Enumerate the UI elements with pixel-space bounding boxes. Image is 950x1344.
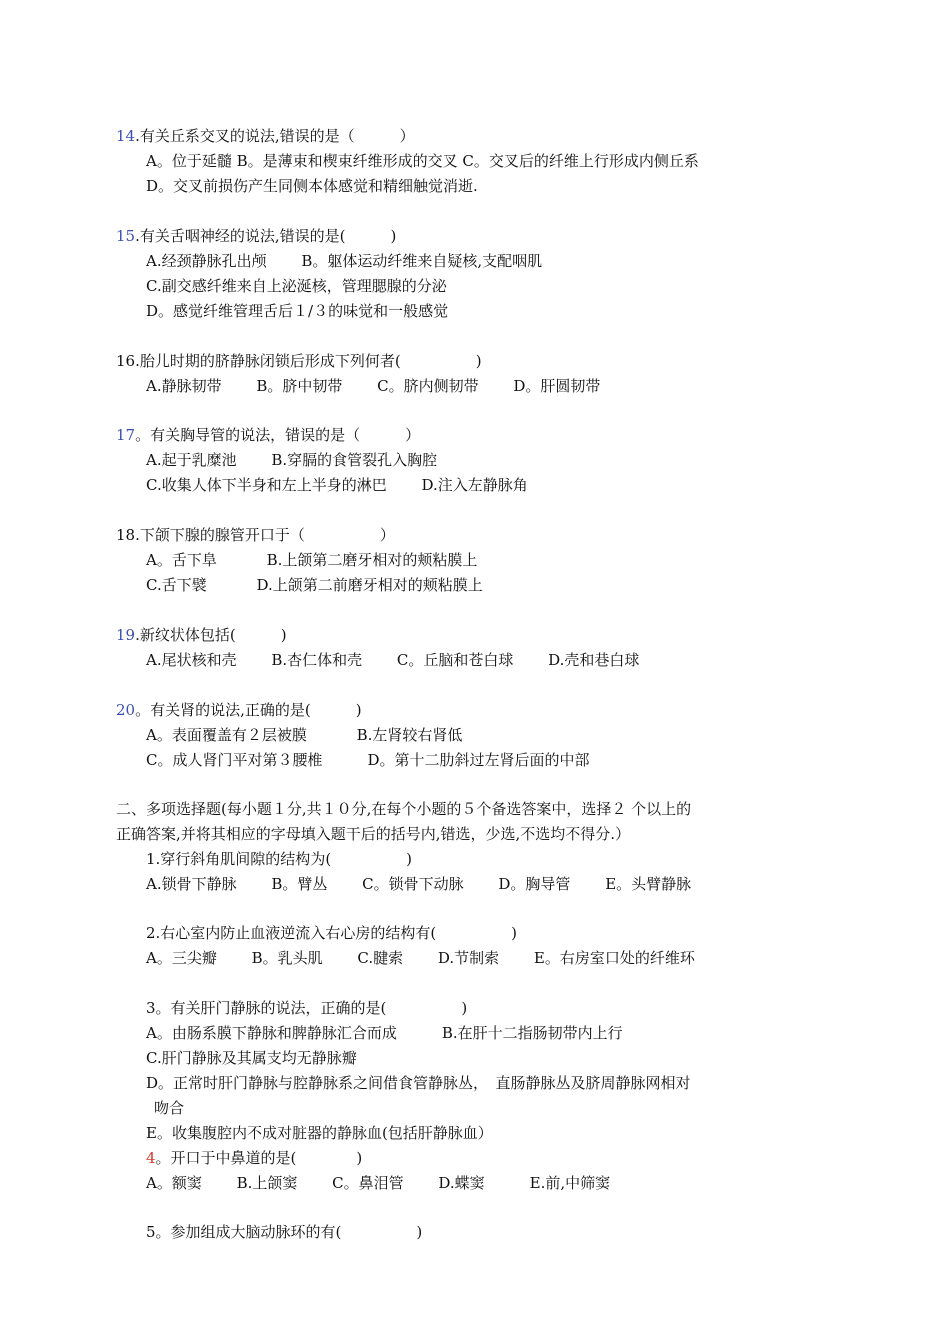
question-16-stem: 16.胎儿时期的脐静脉闭锁后形成下列何者( )	[116, 352, 482, 370]
question-text: 。有关肾的说法,正确的是( )	[135, 701, 362, 719]
question-15-options-1: A.经颈静脉孔出颅 B。躯体运动纤维来自疑核,支配咽肌	[146, 252, 543, 270]
multi-1-options-1: A.锁骨下静脉 B。臂丛 C。锁骨下动脉 D。胸导管 E。头臂静脉	[146, 875, 692, 893]
question-18-options-2: C.舌下襞 D.上颌第二前磨牙相对的颊粘膜上	[146, 576, 483, 594]
multi-3-options-3-continued: 吻合	[154, 1099, 185, 1117]
question-text: .新纹状体包括( )	[135, 626, 287, 644]
question-18-stem: 18.下颌下腺的腺管开口于（ ）	[116, 526, 395, 544]
question-20-options-1: A。表面覆盖有２层被膜 B.左肾较右肾低	[146, 726, 463, 744]
question-number: 4	[146, 1149, 156, 1167]
multi-2-options-1: A。三尖瓣 B。乳头肌 C.腱索 D.节制索 E。右房室口处的纤维环	[146, 949, 695, 967]
question-14-options-2: D。交叉前损伤产生同侧本体感觉和精细触觉消逝.	[146, 177, 478, 195]
question-text: 。开口于中鼻道的是( )	[155, 1149, 363, 1167]
multi-3-options-3: D。正常时肝门静脉与腔静脉系之间借食管静脉丛， 直肠静脉丛及脐周静脉网相对	[146, 1074, 691, 1092]
question-15-options-2: C.副交感纤维来自上泌涎核，管理腮腺的分泌	[146, 277, 447, 295]
question-17-options-2: C.收集人体下半身和左上半身的淋巴 D.注入左静脉角	[146, 476, 528, 494]
question-number: 19	[116, 626, 136, 644]
question-17-options-1: A.起于乳糜池 B.穿膈的食管裂孔入胸腔	[146, 451, 438, 469]
question-text: .有关舌咽神经的说法,错误的是( )	[135, 227, 397, 245]
question-17-stem	[116, 425, 420, 445]
multi-3-options-2: C.肝门静脉及其属支均无静脉瓣	[146, 1049, 357, 1067]
multi-3-stem: 3。有关肝门静脉的说法，正确的是( )	[146, 999, 468, 1017]
multi-4-options-1: A。额窦 B.上颌窦 C。鼻泪管 D.蝶窦 E.前,中筛窦	[146, 1174, 611, 1192]
question-number: 15	[116, 227, 136, 245]
multi-4-stem	[146, 1148, 362, 1168]
question-15-options-3: D。感觉纤维管理舌后１/３的味觉和一般感觉	[146, 302, 449, 320]
multi-3-options-4: E。收集腹腔内不成对脏器的静脉血(包括肝静脉血）	[146, 1124, 493, 1142]
question-14-options-1: A。位于延髓 B。是薄束和楔束纤维形成的交叉 C。交叉后的纤维上行形成内侧丘系	[146, 152, 699, 170]
section-2-instructions-2: 正确答案,并将其相应的字母填入题干后的括号内,错选，少选,不选均不得分.）	[116, 825, 631, 843]
question-14-stem	[116, 126, 415, 146]
question-number: 14	[116, 127, 136, 145]
multi-2-stem: 2.右心室内防止血液逆流入右心房的结构有( )	[146, 924, 518, 942]
question-text: .有关丘系交叉的说法,错误的是（ ）	[135, 127, 415, 145]
question-15-stem	[116, 226, 396, 246]
question-number: 17	[116, 426, 136, 444]
multi-5-stem: 5。参加组成大脑动脉环的有( )	[146, 1223, 423, 1241]
multi-1-stem: 1.穿行斜角肌间隙的结构为( )	[146, 850, 413, 868]
question-text: 。有关胸导管的说法，错误的是（ ）	[135, 426, 421, 444]
multi-3-options-1: A。由肠系膜下静脉和脾静脉汇合而成 B.在肝十二指肠韧带内上行	[146, 1024, 623, 1042]
question-19-options-1: A.尾状核和壳 B.杏仁体和壳 C。丘脑和苍白球 D.壳和巷白球	[146, 651, 640, 669]
section-2-instructions-1: 二、多项选择题(每小题１分,共１０分,在每个小题的５个备选答案中，选择２ 个以上的	[116, 800, 692, 818]
question-16-options-1: A.静脉韧带 B。脐中韧带 C。脐内侧韧带 D。肝圆韧带	[146, 377, 601, 395]
question-20-stem	[116, 700, 362, 720]
question-number: 20	[116, 701, 136, 719]
question-18-options-1: A。舌下阜 B.上颌第二磨牙相对的颊粘膜上	[146, 551, 478, 569]
question-19-stem	[116, 625, 287, 645]
question-20-options-2: C。成人肾门平对第３腰椎 D。第十二肋斜过左肾后面的中部	[146, 751, 590, 769]
